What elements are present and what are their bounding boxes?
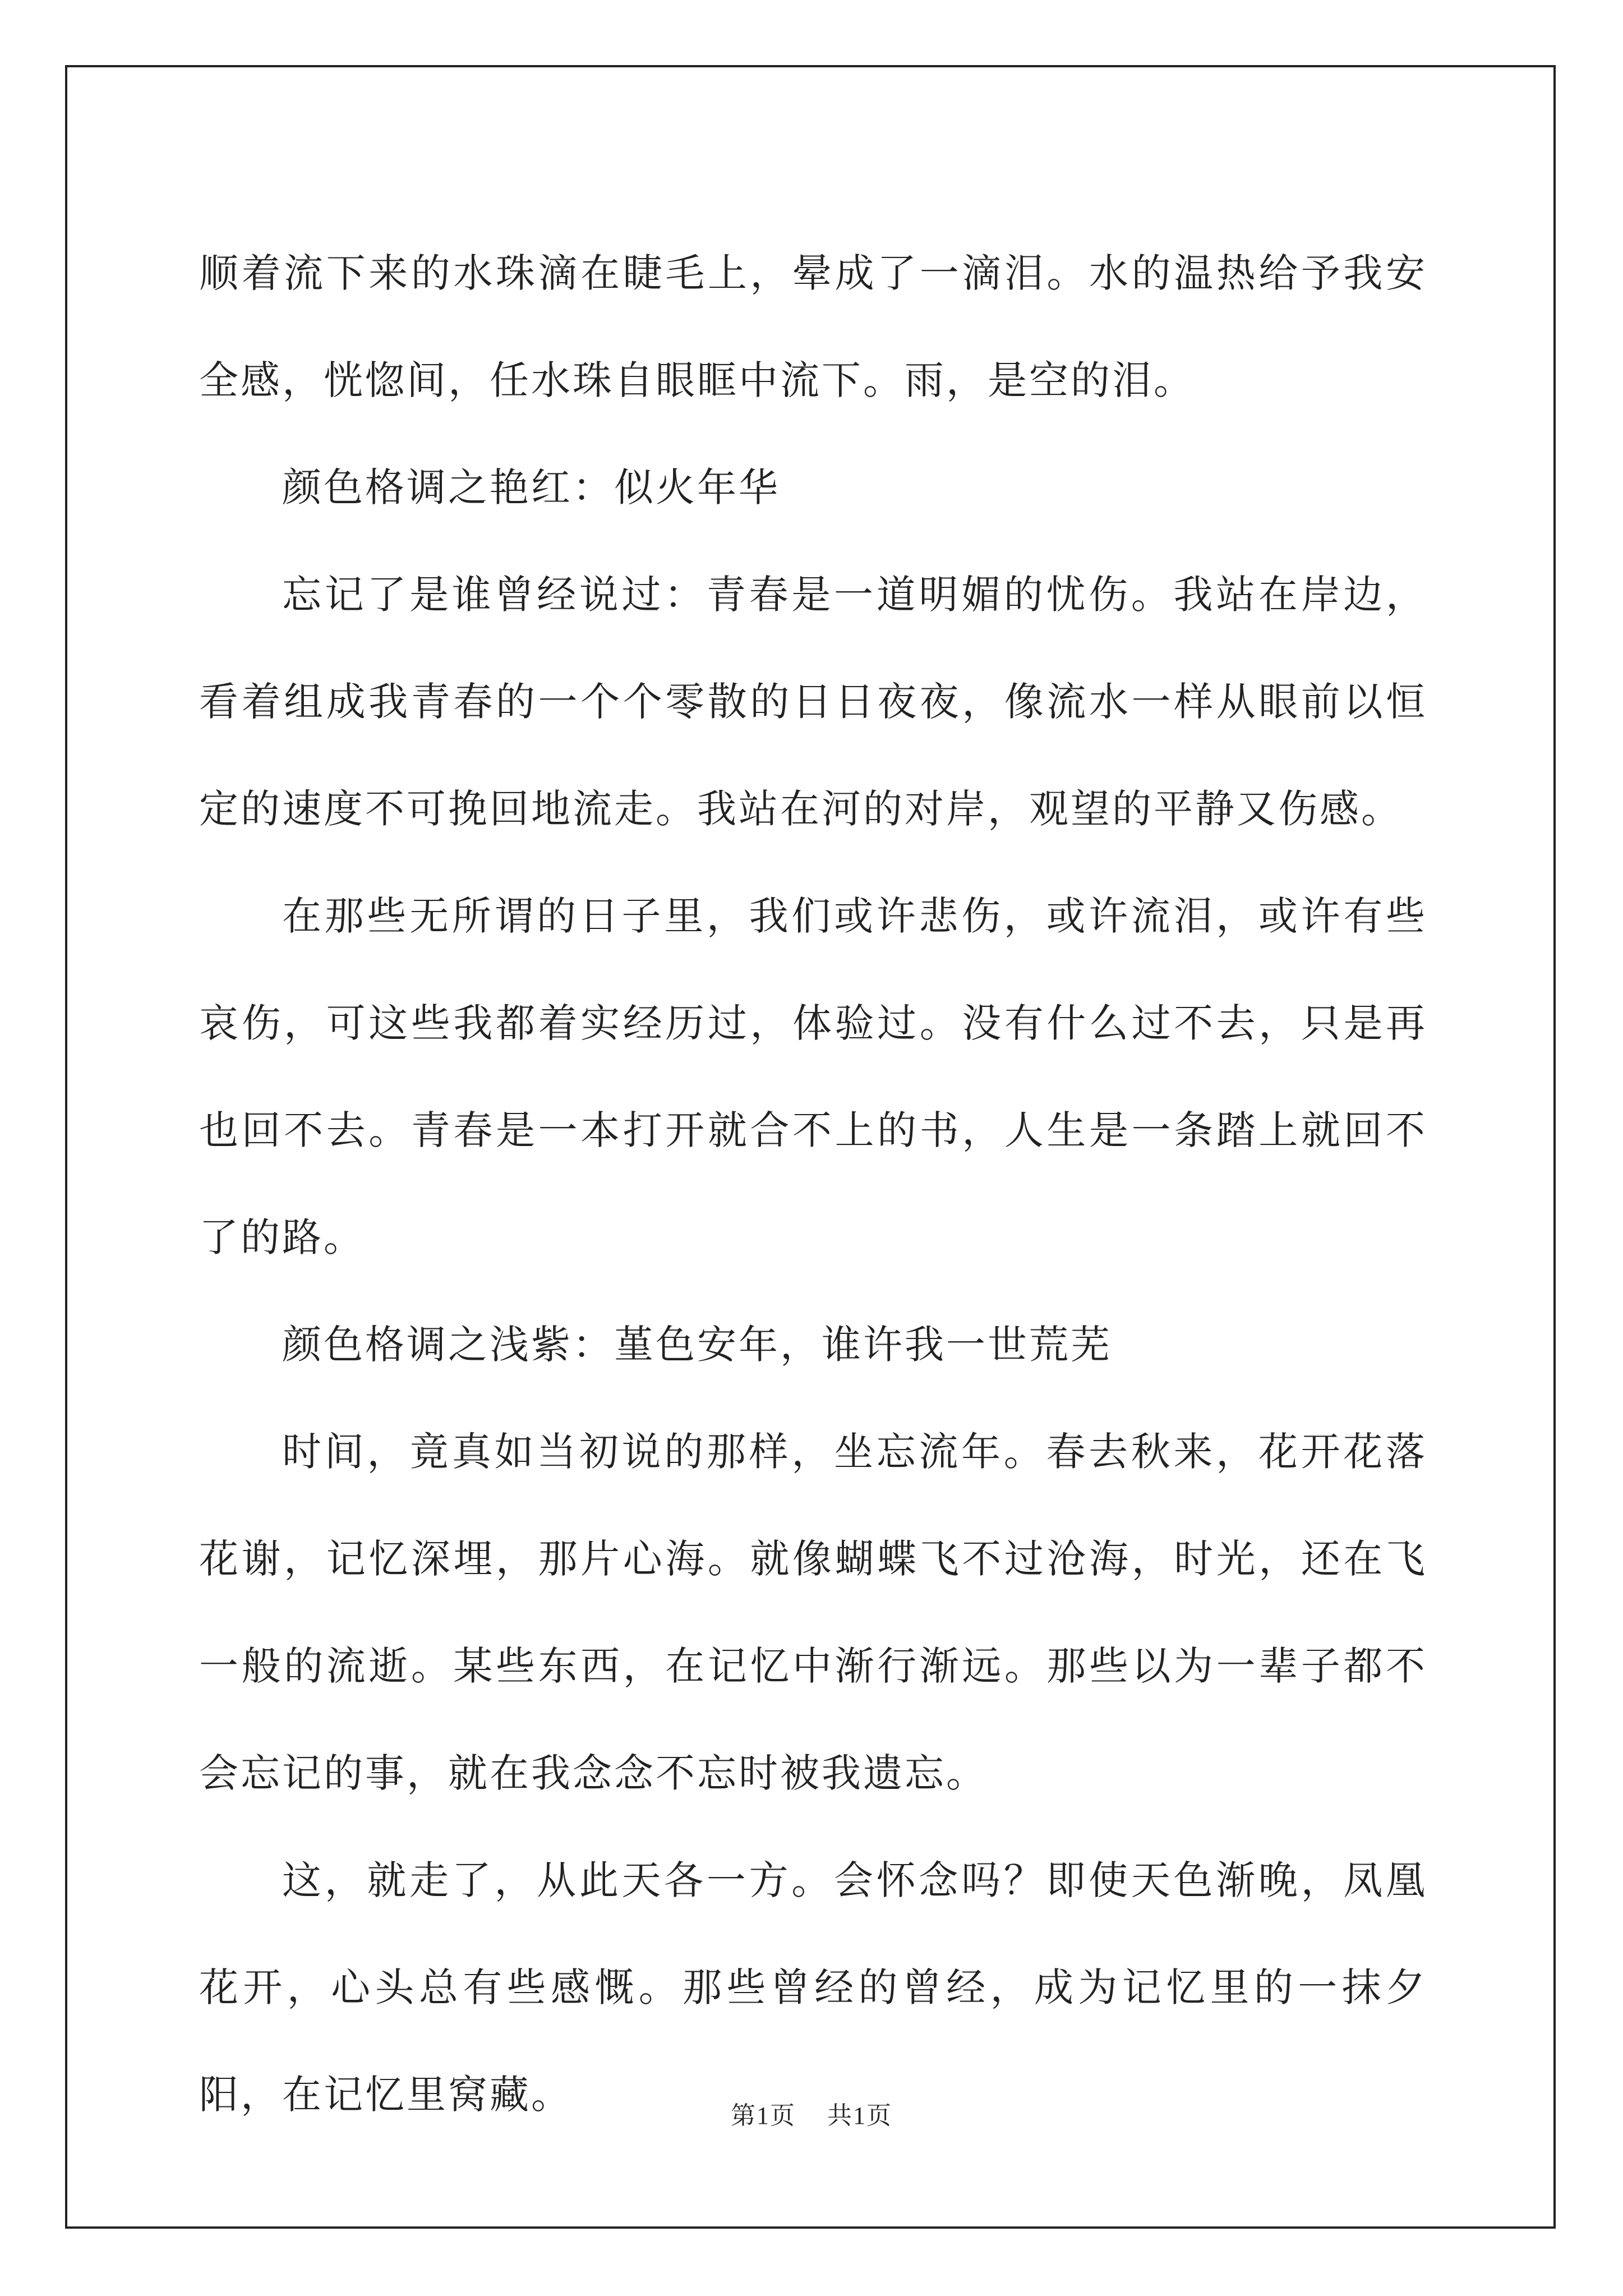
paragraph: 时间，竟真如当初说的那样，坐忘流年。春去秋来，花开花落花谢，记忆深埋，那片心海。就像蝴蝶飞不过沧海，时光，还在飞一般的流逝。某些东西，在记忆中渐行渐远。那些以为一辈子都不会忘记的事，就在我念念不忘时被我遗忘。 — [199, 1429, 1427, 1796]
paragraph: 在那些无所谓的日子里，我们或许悲伤，或许流泪，或许有些哀伤，可这些我都着实经历过，体验过。没有什么过不去，只是再也回不去。青春是一本打开就合不上的书，人生是一条踏上就回不了的路。 — [199, 893, 1427, 1260]
paragraph: 这，就走了，从此天各一方。会怀念吗？即使天色渐晚，凤凰花开，心头总有些感慨。那些曾经的曾经，成为记忆里的一抹夕阳，在记忆里窝藏。 — [199, 1857, 1427, 2118]
section-heading: 颜色格调之浅紫：堇色安年，谁许我一世荒芜 — [282, 1322, 1112, 1368]
section-heading: 颜色格调之艳红：似火年华 — [282, 464, 780, 510]
page-count: 共1页 — [827, 2102, 892, 2129]
paragraph: 忘记了是谁曾经说过：青春是一道明媚的忧伤。我站在岸边，看着组成我青春的一个个零散的日日夜夜，像流水一样从眼前以恒定的速度不可挽回地流走。我站在河的对岸，观望的平静又伤感。 — [199, 572, 1427, 832]
page-footer — [0, 2095, 1623, 2131]
page-number: 第1页 — [731, 2102, 796, 2129]
paragraph: 顺着流下来的水珠滴在睫毛上，晕成了一滴泪。水的温热给予我安全感，恍惚间，任水珠自眼眶中流下。雨，是空的泪。 — [199, 250, 1427, 403]
document-body — [199, 220, 1427, 2148]
